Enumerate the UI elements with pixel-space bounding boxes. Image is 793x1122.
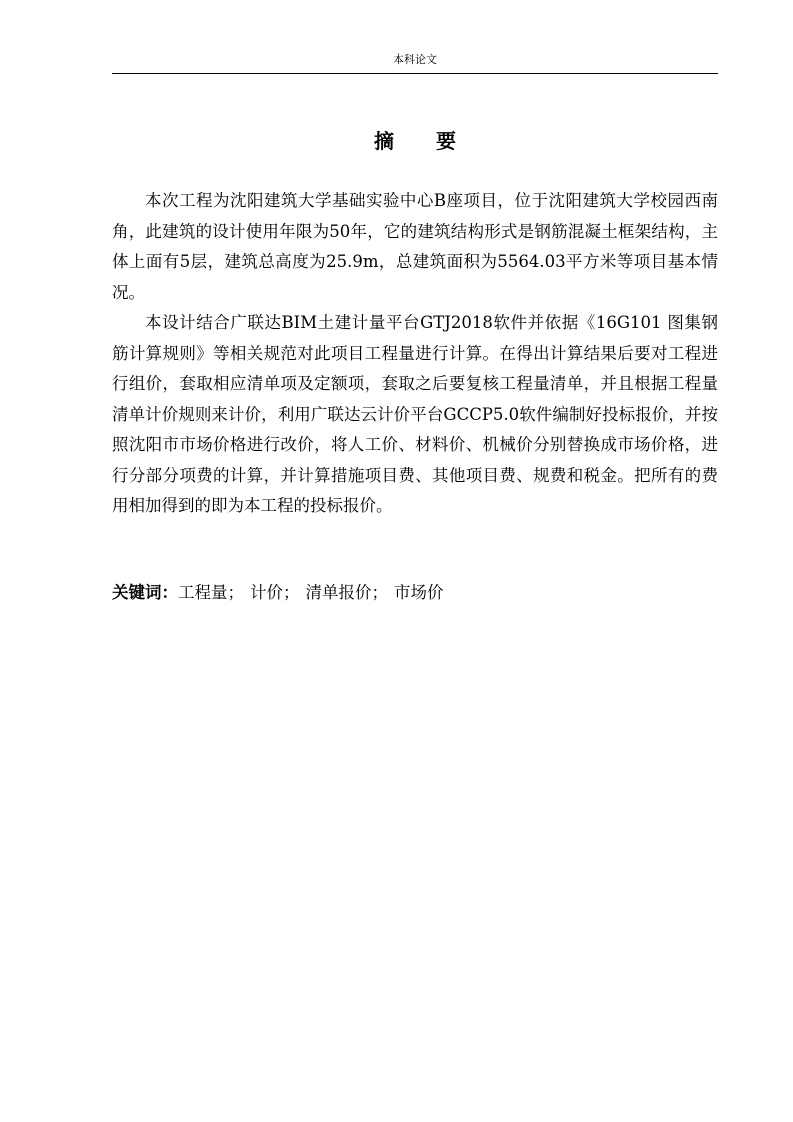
header-rule: [112, 73, 718, 74]
abstract-paragraph-2: 本设计结合广联达BIM土建计量平台GTJ2018软件并依据《16G101 图集钢筋计算规则》等相关规范对此项目工程量进行计算。在得出计算结果后要对工程进行组价，套取相应清单项及定额项，套取之后要复核工程量清单，并且根据工程量清单计价规则来计价，利用广联达云计价平台GCCP5.0软件编制好投标报价，并按照沈阳市市场价格进行改价，将人工价、材料价、机械价分别替换成市场价格，进行分部分项费的计算，并计算措施项目费、其他项目费、规费和税金。把所有的费用相加得到的即为本工程的投标报价。: [112, 313, 718, 515]
abstract-body: [112, 186, 718, 522]
keywords-line: [112, 578, 718, 608]
keyword-item: 清单报价；: [305, 583, 388, 602]
keyword-item: 工程量；: [178, 583, 244, 602]
running-header: 本科论文: [393, 53, 437, 66]
abstract-title: [112, 127, 718, 155]
abstract-paragraph-1: 本次工程为沈阳建筑大学基础实验中心B座项目，位于沈阳建筑大学校园西南角，此建筑的设计使用年限为50年，它的建筑结构形式是钢筋混凝土框架结构，主体上面有5层，建筑总高度为25.9m，总建筑面积为5564.03平方米等项目基本情况。: [112, 191, 718, 302]
keywords-label: 关键词：: [112, 583, 178, 602]
keyword-item: 市场价: [394, 583, 444, 602]
keyword-item: 计价；: [250, 583, 300, 602]
abstract-title-part2: 要: [436, 129, 456, 153]
abstract-title-part1: 摘: [374, 129, 394, 153]
